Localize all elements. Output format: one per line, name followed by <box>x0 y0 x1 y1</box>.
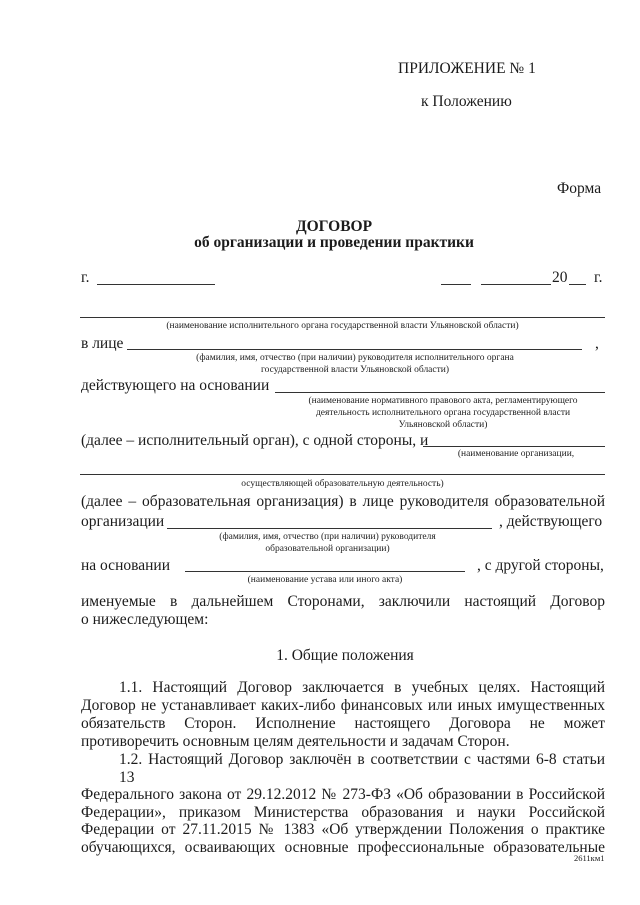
section-1-paragraph-2 <box>81 751 605 857</box>
footer-code: 2611км1 <box>574 853 605 863</box>
city-blank <box>97 284 215 285</box>
form-label: Форма <box>557 180 602 197</box>
named-line-2: о нижеследующем: <box>81 611 209 628</box>
head-name-blank <box>127 349 582 350</box>
month-blank <box>481 284 551 285</box>
basis-label: на основании <box>81 557 170 574</box>
year-blank <box>569 284 586 285</box>
p1-line: обязательств Сторон. Исполнение настоящего Договора не может <box>81 715 605 732</box>
legal-act-blank <box>275 392 605 393</box>
org-name-blank-2 <box>80 474 605 475</box>
acting-basis-label: действующего на основании <box>81 377 270 394</box>
charter-caption: (наименование устава или иного акта) <box>247 575 403 585</box>
legal-act-caption-3: Ульяновской области) <box>398 420 488 430</box>
p1-line: Договор не устанавливает каких-либо финансовых или иных имущественных <box>81 697 605 714</box>
legal-act-caption-2: деятельность исполнительного органа государственной власти <box>315 408 571 418</box>
day-blank <box>441 284 471 285</box>
head-name-caption-1: (фамилия, имя, отчество (при наличии) руководителя исполнительного органа <box>196 353 514 363</box>
document-title: ДОГОВОР <box>295 218 373 235</box>
regulation-label: к Положению <box>421 93 512 110</box>
head-name-caption-2: государственной власти Ульяновской области) <box>260 365 450 375</box>
document-subtitle: об организации и проведении практики <box>194 234 474 251</box>
exec-party-text: (далее – исполнительный орган), с одной стороны, и <box>81 432 429 449</box>
exec-body-caption: (наименование исполнительного органа государственной власти Ульяновской области) <box>166 321 519 331</box>
edu-line-1: (далее – образовательная организация) в лице руководителя образовательной <box>81 493 605 510</box>
org-head-caption-2: образовательной организации) <box>265 544 390 554</box>
section-1-paragraph-1 <box>81 679 605 751</box>
org-name-blank <box>423 446 605 447</box>
org-head-blank <box>167 528 492 529</box>
p2-line: Федерации», приказом Министерства образования и науки Российской <box>81 803 605 821</box>
org-activity-caption: осуществляющей образовательную деятельность) <box>241 479 444 489</box>
charter-blank <box>185 571 465 572</box>
comma: , <box>595 335 599 352</box>
named-line-1: именуемые в дальнейшем Сторонами, заключили настоящий Договор <box>81 593 605 610</box>
legal-act-caption-1: (наименование нормативного правового акта, регламентирующего <box>308 396 578 406</box>
in-person-label: в лице <box>81 335 124 352</box>
section-1-heading: 1. Общие положения <box>276 647 414 664</box>
exec-body-blank <box>80 317 605 318</box>
p2-line: Федерального закона от 29.12.2012 № 273-ФЗ «Об образовании в Российской <box>81 786 605 804</box>
year-prefix: 20 <box>552 269 568 286</box>
other-side-text: , с другой стороны, <box>477 557 604 574</box>
city-prefix: г. <box>81 269 90 286</box>
p2-line: обучающихся, осваивающих основные профессиональные образовательные <box>81 838 605 856</box>
edu-line-2a: организации <box>81 513 165 530</box>
org-name-caption: (наименование организации, <box>457 449 575 459</box>
p1-line: 1.1. Настоящий Договор заключается в учебных целях. Настоящий <box>119 679 605 696</box>
p2-line: Федерации от 27.11.2015 № 1383 «Об утверждении Положения о практике <box>81 821 605 839</box>
year-suffix: г. <box>594 269 603 286</box>
p2-line: 1.2. Настоящий Договор заключён в соответствии с частями 6-8 статьи 13 <box>119 751 605 786</box>
p1-line: противоречить основным целям деятельности и задачам Сторон. <box>81 733 510 750</box>
appendix-label: ПРИЛОЖЕНИЕ № 1 <box>398 60 536 77</box>
edu-line-2b: , действующего <box>499 513 603 530</box>
org-head-caption-1: (фамилия, имя, отчество (при наличии) руководителя <box>219 532 436 542</box>
